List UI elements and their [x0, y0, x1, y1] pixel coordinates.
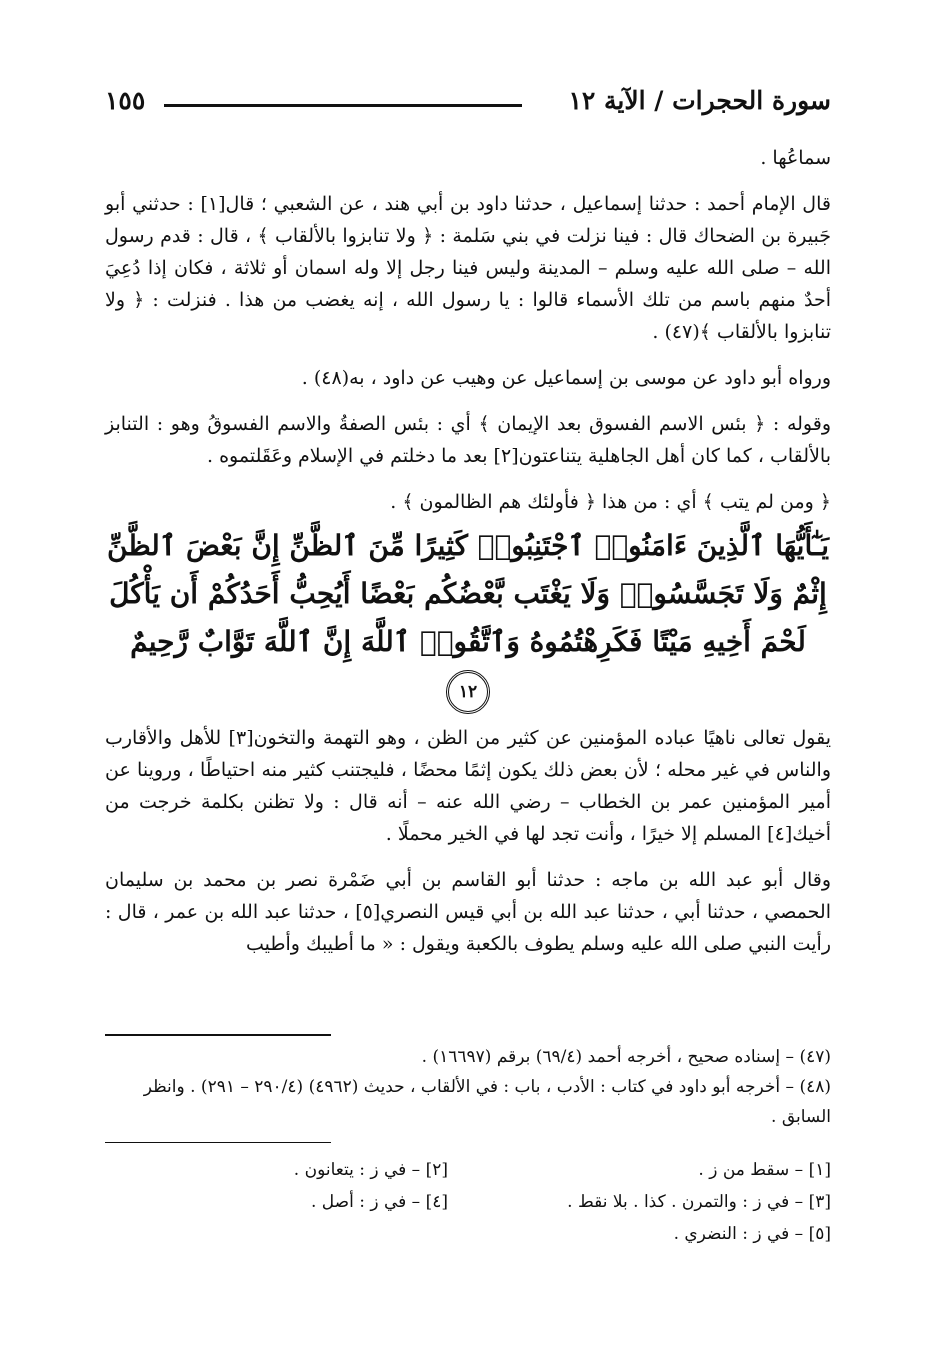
variants-rule: [105, 1142, 331, 1143]
page-header: [105, 80, 831, 120]
paragraph-2: قال الإمام أحمد : حدثنا إسماعيل ، حدثنا داود بن أبي هند ، عن الشعبي ؛ قال[١] : حدثني أبو جَبيرة بن الضحاك قال : فينا نزلت في بني سَلمة : ﴿ ولا تنابزوا بالألقاب ﴾ ، قال : قدم رسول الله – صلى الله عليه وسلم – المدينة وليس فينا رجل إلا وله اسمان أو ثلاثة ، فكان إذا دُعِيَ أحدٌ منهم باسم من تلك الأسماء قالوا : يا رسول الله ، إنه يغضب من هذا . فنزلت : ﴿ ولا تنابزوا بالألقاب ﴾(٤٧) .: [105, 193, 831, 343]
paragraph-4: وقوله : ﴿ بئس الاسم الفسوق بعد الإيمان ﴾ أي : بئس الصفةُ والاسم الفسوقُ وهو : التنابز بالألقاب ، كما كان أهل الجاهلية يتناعتون[٢] بعد ما دخلتم في الإسلام وعَقَلتموه .: [105, 413, 831, 467]
footnote-48: (٤٨) – أخرجه أبو داود في كتاب : الأدب ، باب : في الألقاب ، حديث (٤٩٦٢) (٢٩٠/٤ – ٢٩١) . وانظر السابق .: [143, 1077, 831, 1127]
manuscript-variants: [105, 1156, 831, 1248]
paragraph-5: ﴿ ومن لم يتب ﴾ أي : من هذا ﴿ فأولئك هم الظالمون ﴾ .: [390, 491, 831, 513]
paragraph-1: سماعُها .: [760, 147, 831, 169]
variant-note-5: [٥] – في ز : النضري .: [673, 1224, 831, 1244]
running-title: سورة الحجرات / الآية ١٢: [568, 85, 831, 115]
paragraph-3: ورواه أبو داود عن موسى بن إسماعيل عن وهيب عن داود ، به(٤٨) .: [301, 367, 831, 389]
paragraph-6: يقول تعالى ناهيًا عباده المؤمنين عن كثير من الظن ، وهو التهمة والتخون[٣] للأهل والأقارب والناس في غير محله ؛ لأن بعض ذلك يكون إثمًا محضًا ، فليجتنب كثير منه احتياطًا ، وروينا عن أمير المؤمنين عمر بن الخطاب – رضي الله عنه – أنه قال : ولا تظنن بكلمة خرجت من أخيك[٤] المسلم إلا خيرًا ، وأنت تجد لها في الخير محملًا .: [105, 727, 832, 845]
paragraph-7: وقال أبو عبد الله بن ماجه : حدثنا أبو القاسم بن أبي ضَمْرة نصر بن محمد بن سليمان الحمصي ، حدثنا أبي ، حدثنا عبد الله بن أبي قيس النصري[٥] ، حدثنا عبد الله بن عمر ، قال : رأيت النبي صلى الله عليه وسلم يطوف بالكعبة ويقول : « ما أطيبك وأطيب: [105, 869, 831, 955]
quran-verse: يَـٰٓأَيُّهَا ٱلَّذِينَ ءَامَنُوا۟ ٱجْتَنِبُوا۟ كَثِيرًا مِّنَ ٱلظَّنِّ إِنَّ بَعْضَ ٱلظَّنِّ إِثْمٌ وَلَا تَجَسَّسُوا۟ وَلَا يَغْتَب بَّعْضُكُم بَعْضًا أَيُحِبُّ أَحَدُكُمْ أَن يَأْكُلَ لَحْمَ أَخِيهِ مَيْتًا فَكَرِهْتُمُوهُ وَٱتَّقُوا۟ ٱللَّهَ إِنَّ ٱللَّهَ تَوَّابٌ رَّحِيمٌ: [107, 529, 829, 658]
header-rule: [164, 104, 522, 107]
variant-note-2: [٢] – في ز : يتعانون .: [293, 1160, 448, 1180]
quran-verse-block: [105, 518, 831, 722]
footnote-rule: [105, 1034, 331, 1036]
variant-note-1: [١] – سقط من ز .: [698, 1160, 831, 1180]
verse-number-marker: ١٢: [446, 670, 490, 714]
variant-note-3: [٣] – في ز : والتمرن . كذا . بلا نقط .: [567, 1192, 831, 1212]
page-number: ١٥٥: [105, 85, 146, 115]
footnotes: [105, 1042, 831, 1132]
variant-note-4: [٤] – في ز : أصل .: [310, 1192, 448, 1212]
footnote-47: (٤٧) – إسناده صحيح ، أخرجه أحمد (٦٩/٤) برقم (١٦٦٩٧) .: [421, 1047, 831, 1067]
main-text: [105, 142, 831, 960]
